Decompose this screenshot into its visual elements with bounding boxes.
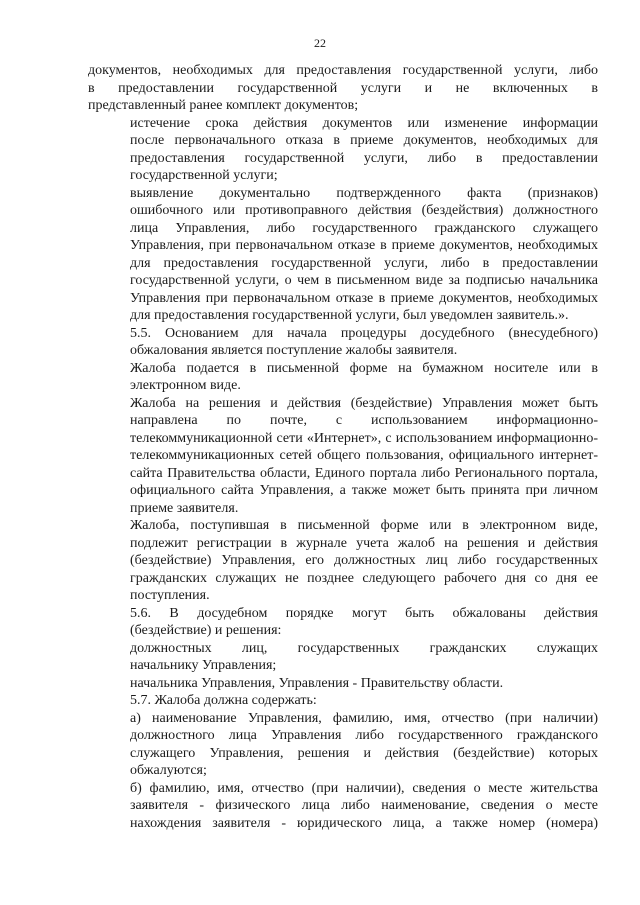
text-line: должностных лиц, государственных гражданских служащих [130, 640, 598, 656]
text-line: обжалуются; [130, 763, 207, 778]
text-line: а) наименование Управления, фамилию, имя, отчество (при наличии) [130, 710, 598, 726]
text-line: нахождения заявителя - юридического лица, а также номер (номера) [130, 815, 598, 831]
paragraph [88, 62, 598, 115]
text-line: б) фамилию, имя, отчество (при наличии), сведения о месте жительства [130, 780, 598, 796]
text-line: Управления, при первоначальном отказе в приеме документов, необходимых [130, 238, 598, 253]
text-line: электронном виде. [130, 378, 241, 393]
text-line: приеме заявителя. [130, 500, 239, 516]
text-line: Управления при первоначальном отказе в приеме документов, необходимых [130, 290, 598, 306]
paragraph [88, 115, 598, 185]
text-line: начальнику Управления; [130, 658, 277, 673]
paragraph [88, 605, 598, 640]
paragraph [88, 517, 598, 605]
document-body [88, 62, 598, 832]
paragraph [88, 395, 598, 518]
text-line: служащего Управления, решения и действия (бездействие) которых [130, 745, 598, 761]
text-line: 5.7. Жалоба должна содержать: [130, 693, 317, 708]
text-line: телекоммуникационной сети «Интернет», с использованием информационно- [130, 430, 598, 446]
text-line: подлежит регистрации в журнале учета жалоб на решения и действия [130, 535, 598, 551]
text-line: истечение срока действия документов или изменение информации [130, 115, 598, 131]
paragraph [88, 780, 598, 833]
text-line: документов, необходимых для предоставления государственной услуги, либо [88, 63, 598, 78]
text-line: 5.5. Основанием для начала процедуры досудебного (внесудебного) [130, 325, 598, 341]
text-line: для предоставления государственной услуги, был уведомлен заявитель.». [130, 308, 569, 323]
text-line: Жалоба подается в письменной форме на бумажном носителе или в [130, 360, 598, 376]
paragraph [88, 185, 598, 325]
paragraph [88, 710, 598, 780]
text-line: телекоммуникационных сетей общего пользования, официального интернет- [130, 448, 598, 463]
text-line: (бездействие) Управления, его должностных лиц либо государственных [130, 553, 598, 568]
text-line: ошибочного или противоправного действия (бездействия) должностного [130, 203, 598, 218]
text-line: (бездействие) и решения: [130, 623, 282, 638]
paragraph [88, 692, 598, 710]
paragraph [88, 325, 598, 360]
text-line: заявителя - физического лица либо наименование, сведения о месте [130, 798, 598, 813]
text-line: представленный ранее комплект документов; [88, 98, 359, 113]
text-line: должностного лица Управления либо государственного гражданского [130, 728, 598, 743]
text-line: 5.6. В досудебном порядке могут быть обжалованы действия [130, 605, 598, 621]
text-line: Жалоба на решения и действия (бездействие) Управления может быть [130, 395, 598, 411]
text-line: официального сайта Управления, а также может быть принята при личном [130, 483, 598, 498]
text-line: государственной услуги, о чем в письменном виде за подписью начальника [130, 273, 598, 288]
text-line: Жалоба, поступившая в письменной форме или в электронном виде, [130, 518, 598, 533]
text-line: выявление документально подтвержденного факта (признаков) [130, 185, 598, 201]
text-line: сайта Правительства области, Единого портала либо Регионального портала, [130, 465, 598, 481]
text-line: в предоставлении государственной услуги и не включенных в [88, 80, 598, 96]
paragraph [88, 675, 598, 693]
text-line: гражданских служащих не позднее следующего рабочего дня со дня ее [130, 570, 598, 586]
paragraph [88, 360, 598, 395]
text-line: лица Управления, либо государственного гражданского служащего [130, 220, 598, 236]
page-number: 22 [314, 36, 326, 50]
text-line: поступления. [130, 588, 210, 603]
text-line: после первоначального отказа в приеме документов, необходимых для [130, 133, 598, 148]
text-line: обжалования является поступление жалобы заявителя. [130, 343, 458, 358]
text-line: предоставления государственной услуги, либо в предоставлении [130, 150, 598, 166]
paragraph [88, 640, 598, 675]
text-line: начальника Управления, Управления - Правительству области. [130, 675, 504, 691]
text-line: направлена по почте, с использованием информационно- [130, 413, 598, 428]
text-line: для предоставления государственной услуги, либо в предоставлении [130, 255, 598, 271]
text-line: государственной услуги; [130, 168, 278, 183]
